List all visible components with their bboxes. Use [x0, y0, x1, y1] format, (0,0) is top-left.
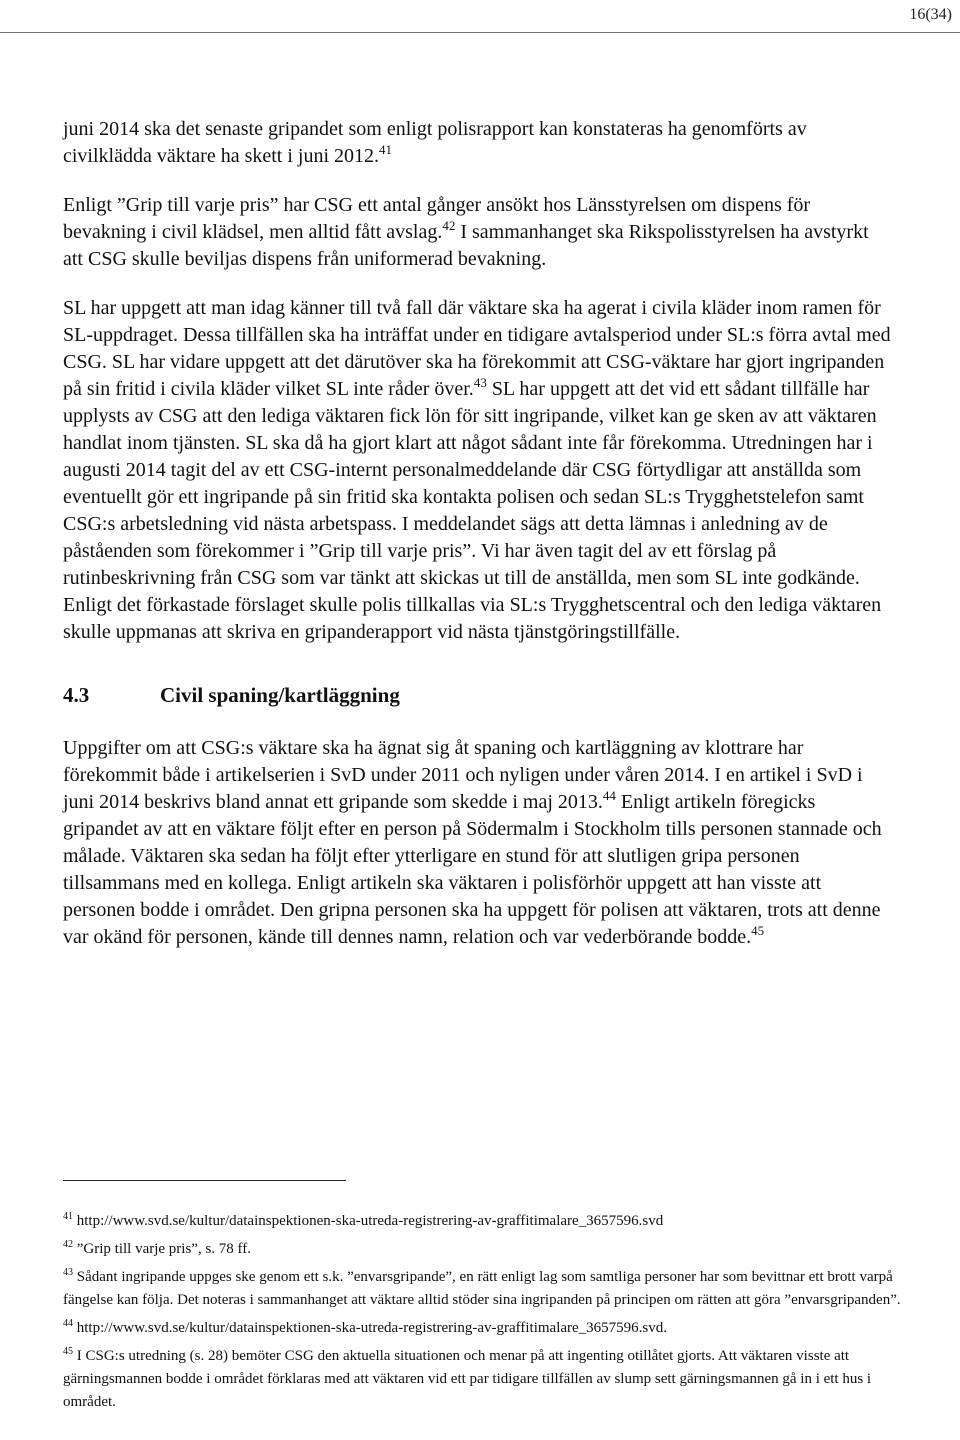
paragraph-1	[63, 116, 893, 170]
footnote-ref: 42	[442, 218, 456, 233]
paragraph-text: SL har uppgett att man idag känner till två fall där väktare ska ha agerat i civila kläder inom ramen för SL-uppdraget. Dessa tillfällen ska ha inträffat under en tidigare avtalsperiod under SL:s förra avtal med CSG. SL har vidare uppgett att det därutöver ska ha förekommit att CSG-väktare har gjort ingripanden på sin fritid i civila kläder vilket SL inte råder över.	[63, 297, 891, 400]
page-number: 16(34)	[909, 6, 952, 23]
section-paragraph	[63, 735, 893, 951]
footnote-number: 44	[63, 1318, 73, 1329]
footnote-number: 43	[63, 1267, 73, 1278]
footnote-text: ”Grip till varje pris”, s. 78 ff.	[73, 1241, 252, 1257]
footnote-text: http://www.svd.se/kultur/datainspektionen-ska-utreda-registrering-av-graffitimalare_3657596.svd	[73, 1213, 664, 1229]
footnote-ref: 41	[379, 142, 393, 157]
footnotes	[63, 1210, 903, 1419]
footnote-number: 41	[63, 1211, 73, 1222]
footnote-divider	[63, 1180, 346, 1181]
footnote	[63, 1238, 903, 1261]
paragraph-text: Enligt artikeln föregicks gripandet av att en väktare följt efter en person på Södermalm i Stockholm tills personen stannade och målade. Väktaren ska sedan ha följt efter ytterligare en stund för att slutligen gripa personen tillsammans med en kollega. Enligt artikeln ska väktaren i polisförhör uppgett att han visste att personen bodde i området. Den gripna personen ska ha uppgett för polisen att väktaren, trots att denne var okänd för personen, kände till dennes namn, relation och var vederbörande bodde.	[63, 791, 882, 948]
paragraph-3	[63, 295, 893, 646]
section-number: 4.3	[63, 683, 90, 707]
section-title: Civil spaning/kartläggning	[160, 683, 400, 707]
footnote-number: 42	[63, 1239, 73, 1250]
paragraph-text: Uppgifter om att CSG:s väktare ska ha ägnat sig åt spaning och kartläggning av klottrare har förekommit både i artikelserien i SvD under 2011 och nyligen under våren 2014. I en artikel i SvD i juni 2014 beskrivs bland annat ett gripande som skedde i maj 2013.	[63, 737, 863, 813]
header-divider	[0, 32, 960, 33]
paragraph-text: juni 2014 ska det senaste gripandet som enligt polisrapport kan konstateras ha genomförts av civilklädda väktare ha skett i juni 2012.	[63, 118, 807, 167]
paragraph-text: SL har uppgett att det vid ett sådant tillfälle har upplysts av CSG att den lediga väktaren fick lön för sitt ingripande, vilket kan ge sken av att väktaren handlat inom tjänsten. SL ska då ha gjort klart att något sådant inte får förekomma. Utredningen har i augusti 2014 tagit del av ett CSG-internt personalmeddelande där CSG förtydligar att anställda som eventuellt gör ett ingripande på sin fritid ska kontakta polisen och sedan SL:s Trygghetstelefon samt CSG:s arbetsledning vid nästa arbetspass. I meddelandet sägs att detta lämnas i anledning av de påståenden som förekommer i ”Grip till varje pris”. Vi har även tagit del av ett förslag på rutinbeskrivning från CSG som var tänkt att skickas ut till de anställda, men som SL inte godkände. Enligt det förkastade förslaget skulle polis tillkallas via SL:s Trygghetscentral och den lediga väktaren skulle uppmanas att skriva en gripanderapport vid nästa tjänstgöringstillfälle.	[63, 378, 882, 643]
footnote	[63, 1317, 903, 1340]
footnote-ref: 45	[751, 923, 765, 938]
footnote	[63, 1210, 903, 1233]
footnote-ref: 44	[602, 788, 616, 803]
footnote	[63, 1266, 903, 1312]
footnote	[63, 1345, 903, 1414]
footnote-ref: 43	[473, 375, 487, 390]
paragraph-2	[63, 192, 893, 273]
footnote-text: http://www.svd.se/kultur/datainspektionen-ska-utreda-registrering-av-graffitimalare_3657596.svd.	[73, 1320, 668, 1336]
paragraph-text: Enligt ”Grip till varje pris” har CSG ett antal gånger ansökt hos Länsstyrelsen om dispens för bevakning i civil klädsel, men alltid fått avslag.	[63, 194, 811, 243]
footnote-number: 45	[63, 1346, 73, 1357]
paragraph-text: I sammanhanget ska Rikspolisstyrelsen ha avstyrkt att CSG skulle beviljas dispens från uniformerad bevakning.	[63, 221, 869, 270]
section-heading	[63, 682, 893, 709]
footnote-text: Sådant ingripande uppges ske genom ett s.k. ”envarsgripande”, en rätt enligt lag som samtliga personer har som bevittnar ett brott varpå fängelse kan följa. Det noteras i sammanhanget att väktare alltid stöder sina ingripanden på principen om rätten att göra ”envarsgripanden”.	[63, 1269, 901, 1308]
footnote-text: I CSG:s utredning (s. 28) bemöter CSG den aktuella situationen och menar på att ingenting otillåtet gjorts. Att väktaren visste att gärningsmannen bodde i området förklaras med att väktaren vid ett par tidigare tillfällen av slump sett gärningsmannen gå in i ett hus i området.	[63, 1348, 872, 1410]
document-body	[63, 116, 893, 951]
